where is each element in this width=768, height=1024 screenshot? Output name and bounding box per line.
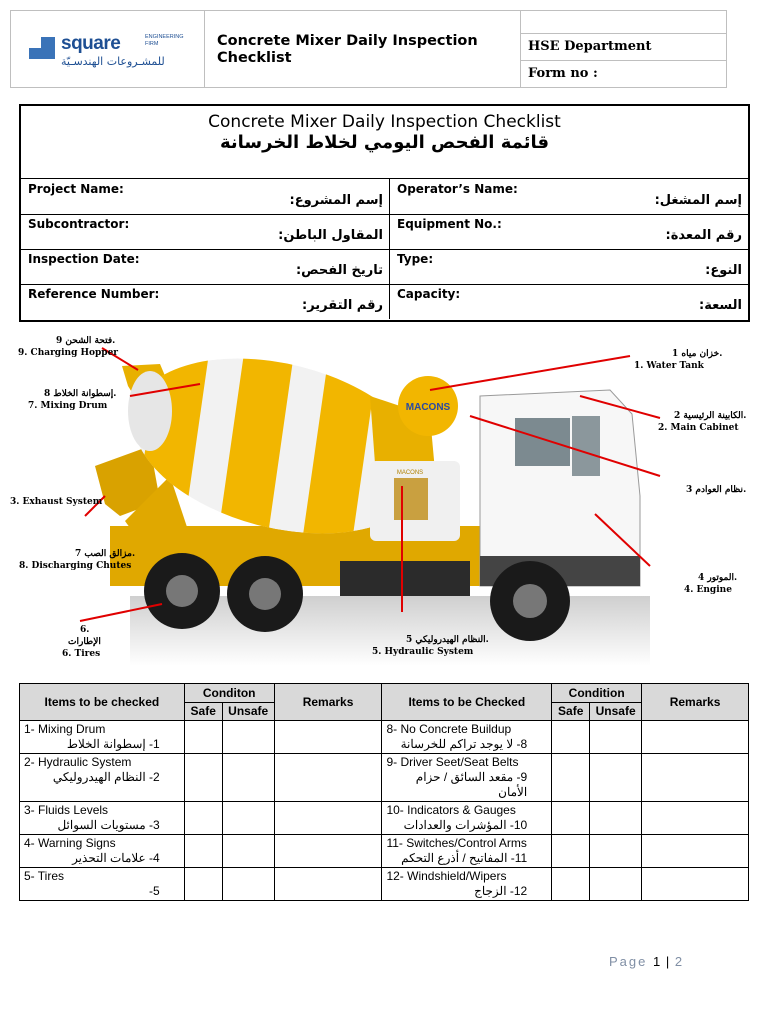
field-label-ar: رقم التقرير:: [302, 298, 383, 313]
item-label-ar: 9- مقعد السائق / حزام الأمان: [415, 770, 528, 799]
inspection-checklist-table: [19, 683, 749, 901]
field-label-ar: السعة:: [699, 298, 742, 313]
item-label: 12- Windshield/Wipers: [386, 869, 507, 883]
col-header-safe-2: Safe: [552, 702, 590, 721]
callout-engine: [684, 572, 737, 596]
info-title-ar: قائمة الفحص اليومي لخلاط الخرسانة: [219, 132, 549, 153]
form-number-label: Form no :: [528, 66, 598, 81]
callout-ar: نظام العوادم: [695, 485, 744, 495]
info-grid: [21, 178, 748, 321]
callout-charging-hopper: [18, 335, 119, 359]
callout-num: 3.: [686, 485, 747, 495]
callout-num: 7.: [75, 549, 136, 559]
tank-brand-text: MACONS: [405, 402, 451, 413]
callout-hydraulic-system: [372, 634, 489, 658]
item-cell: [20, 802, 185, 835]
safe-checkbox-cell[interactable]: [552, 754, 590, 802]
callout-num: 8.: [44, 389, 117, 399]
item-cell: [382, 835, 552, 868]
unsafe-checkbox-cell[interactable]: [590, 868, 642, 901]
project-info-box: [19, 104, 750, 322]
cab-door-window: [572, 416, 600, 476]
field-label: Capacity:: [397, 287, 461, 301]
safe-checkbox-cell[interactable]: [184, 868, 222, 901]
logo-sub-1: ENGINEERING: [145, 34, 184, 40]
item-label: 4- Warning Signs: [24, 836, 116, 850]
remarks-cell[interactable]: [642, 721, 749, 754]
callout-en: 2. Main Cabinet: [658, 423, 739, 433]
item-label-ar: 11- المفاتيح / أذرع التحكم: [401, 851, 528, 865]
safe-checkbox-cell[interactable]: [552, 868, 590, 901]
item-cell: [20, 868, 185, 901]
field-label: Project Name:: [28, 182, 124, 196]
item-cell: [382, 721, 552, 754]
unsafe-checkbox-cell[interactable]: [222, 802, 274, 835]
table-row: [20, 802, 749, 835]
operator-name-field[interactable]: [390, 179, 748, 214]
housing-brand-text: MACONS: [396, 470, 424, 476]
logo-subtitle: [145, 34, 184, 48]
mixer-truck-illustration: [10, 326, 760, 666]
info-row: [21, 284, 748, 320]
callout-en: 9. Charging Hopper: [18, 348, 119, 358]
callout-en: 8. Discharging Chutes: [19, 561, 132, 571]
table-row: [20, 754, 749, 802]
mixer-truck-diagram: [10, 326, 760, 666]
field-label-ar: إسم المشغل:: [654, 193, 742, 208]
field-label-ar: تاريخ الفحص:: [295, 263, 383, 278]
page-separator: |: [665, 954, 670, 969]
info-row: [21, 214, 748, 250]
unsafe-checkbox-cell[interactable]: [590, 754, 642, 802]
callout-en: 7. Mixing Drum: [28, 401, 108, 411]
info-row: [21, 249, 748, 285]
field-label: Reference Number:: [28, 287, 160, 301]
document-header: [10, 10, 727, 88]
callout-num: 5.: [406, 635, 489, 645]
info-row: [21, 179, 748, 215]
subcontractor-field[interactable]: [21, 214, 390, 249]
col-header-items-2: Items to be Checked: [382, 684, 552, 721]
remarks-cell[interactable]: [642, 868, 749, 901]
unsafe-checkbox-cell[interactable]: [222, 868, 274, 901]
item-label-ar: 4- علامات التحذير: [72, 851, 160, 865]
callout-water-tank: [634, 348, 723, 372]
safe-checkbox-cell[interactable]: [552, 721, 590, 754]
project-name-field[interactable]: [21, 179, 390, 214]
remarks-cell[interactable]: [274, 835, 382, 868]
meta-blank-row: [521, 11, 726, 34]
hydraulic-panel: [394, 478, 428, 520]
callout-ar: خزان مياه: [681, 349, 720, 359]
logo-cell: [11, 11, 205, 87]
remarks-cell[interactable]: [642, 835, 749, 868]
info-title-en: Concrete Mixer Daily Inspection Checklist: [208, 112, 561, 132]
page-number: 1: [653, 954, 661, 969]
remarks-cell[interactable]: [274, 754, 382, 802]
callout-en: 3. Exhaust System: [10, 497, 103, 507]
safe-checkbox-cell[interactable]: [184, 754, 222, 802]
callout-ar: فتحة الشحن: [65, 336, 113, 346]
item-cell: [20, 721, 185, 754]
table-row: [20, 721, 749, 754]
remarks-cell[interactable]: [274, 721, 382, 754]
remarks-cell[interactable]: [274, 802, 382, 835]
equipment-number-field[interactable]: [390, 214, 748, 249]
callout-ar: مزالق الصب: [84, 549, 132, 559]
remarks-cell[interactable]: [642, 802, 749, 835]
callout-num: 4.: [698, 573, 738, 583]
callout-num: 9.: [56, 336, 116, 346]
cab-side-window: [515, 418, 570, 466]
unsafe-checkbox-cell[interactable]: [222, 835, 274, 868]
safe-checkbox-cell[interactable]: [552, 835, 590, 868]
callout-ar: إسطوانة الخلاط: [53, 389, 114, 399]
page-word: Page: [609, 954, 648, 969]
field-label-ar: إسم المشروع:: [289, 193, 383, 208]
callout-ar: النظام الهيدروليكي: [415, 635, 486, 645]
item-label-ar: 3- مستويات السوائل: [57, 818, 160, 832]
reference-number-field[interactable]: [21, 284, 390, 319]
item-label-ar: 10- المؤشرات والعدادات: [403, 818, 528, 832]
item-label: 3- Fluids Levels: [24, 803, 109, 817]
callout-tires: [62, 624, 101, 660]
col-header-items: Items to be checked: [20, 684, 185, 721]
fuel-tank: [340, 561, 470, 596]
item-label-ar: 8- لا يوجد تراكم للخرسانة: [400, 737, 528, 751]
callout-ar: الموتور: [707, 573, 735, 583]
drum-end: [128, 371, 172, 451]
callout-num: 2.: [674, 411, 747, 421]
safe-checkbox-cell[interactable]: [184, 721, 222, 754]
unsafe-checkbox-cell[interactable]: [590, 835, 642, 868]
item-cell: [20, 754, 185, 802]
item-label: 5- Tires: [24, 869, 65, 883]
field-label: Subcontractor:: [28, 217, 130, 231]
unsafe-checkbox-cell[interactable]: [590, 802, 642, 835]
field-label-ar: النوع:: [705, 263, 742, 278]
col-header-unsafe: Unsafe: [222, 702, 274, 721]
item-label: 8- No Concrete Buildup: [386, 722, 512, 736]
callout-num: 6.: [80, 625, 90, 635]
item-label-ar: 1- إسطوانة الخلاط: [66, 737, 160, 751]
type-field[interactable]: [390, 249, 748, 284]
callout-en: 6. Tires: [62, 649, 101, 659]
item-cell: [20, 835, 185, 868]
callout-exhaust-left: [10, 496, 102, 508]
remarks-cell[interactable]: [274, 868, 382, 901]
unsafe-checkbox-cell[interactable]: [590, 721, 642, 754]
field-label-ar: رقم المعدة:: [665, 228, 742, 243]
callout-exhaust-right: [670, 484, 746, 496]
callout-ar: الإطارات: [68, 637, 101, 647]
col-header-unsafe-2: Unsafe: [590, 702, 642, 721]
safe-checkbox-cell[interactable]: [552, 802, 590, 835]
item-cell: [382, 802, 552, 835]
callout-en: 1. Water Tank: [634, 361, 704, 371]
callout-main-cabinet: [658, 410, 746, 434]
item-cell: [382, 868, 552, 901]
field-label: Operator’s Name:: [397, 182, 518, 196]
field-label: Inspection Date:: [28, 252, 140, 266]
item-label-ar: 5-: [149, 884, 160, 898]
table-row: [20, 835, 749, 868]
capacity-field[interactable]: [390, 284, 748, 319]
company-logo-icon: [29, 37, 55, 59]
callout-mixing-drum: [28, 388, 116, 412]
col-header-condition-2: Condition: [552, 684, 642, 703]
document-title: Concrete Mixer Daily Inspection Checklist: [217, 33, 478, 66]
item-label: 1- Mixing Drum: [24, 722, 106, 736]
item-label: 2- Hydraulic System: [24, 755, 132, 769]
item-label: 11- Switches/Control Arms: [386, 836, 527, 850]
unsafe-checkbox-cell[interactable]: [222, 721, 274, 754]
inspection-date-field[interactable]: [21, 249, 390, 284]
item-label: 10- Indicators & Gauges: [386, 803, 516, 817]
item-label-ar: 12- الزجاج: [474, 884, 528, 898]
department-label: HSE Department: [521, 34, 726, 61]
field-label-ar: المقاول الباطن:: [278, 228, 383, 243]
page-footer: [609, 954, 684, 969]
col-header-remarks: Remarks: [274, 684, 382, 721]
item-cell: [382, 754, 552, 802]
item-label: 9- Driver Seet/Seat Belts: [386, 755, 519, 769]
table-row: [20, 868, 749, 901]
logo-arabic: للمشـروعات الهندسـيّة: [61, 55, 165, 68]
safe-checkbox-cell[interactable]: [184, 802, 222, 835]
logo-wordmark: square: [61, 33, 121, 54]
safe-checkbox-cell[interactable]: [184, 835, 222, 868]
callout-discharging-chutes: [19, 548, 136, 572]
col-header-condition: Conditon: [184, 684, 274, 703]
page-total: 2: [674, 954, 685, 969]
field-label: Type:: [397, 252, 434, 266]
col-header-remarks-2: Remarks: [642, 684, 749, 721]
item-label-ar: 2- النظام الهيدروليكي: [52, 770, 160, 784]
meta-cell: [521, 11, 726, 87]
callout-ar: الكابينة الرئيسية: [683, 411, 744, 421]
callout-en: 5. Hydraulic System: [372, 647, 474, 657]
title-cell: [205, 11, 521, 87]
col-header-safe: Safe: [184, 702, 222, 721]
unsafe-checkbox-cell[interactable]: [222, 754, 274, 802]
remarks-cell[interactable]: [642, 754, 749, 802]
callout-en: 4. Engine: [684, 585, 732, 595]
callout-num: 1.: [672, 349, 723, 359]
logo-sub-2: FIRM: [145, 41, 159, 47]
field-label: Equipment No.:: [397, 217, 502, 231]
